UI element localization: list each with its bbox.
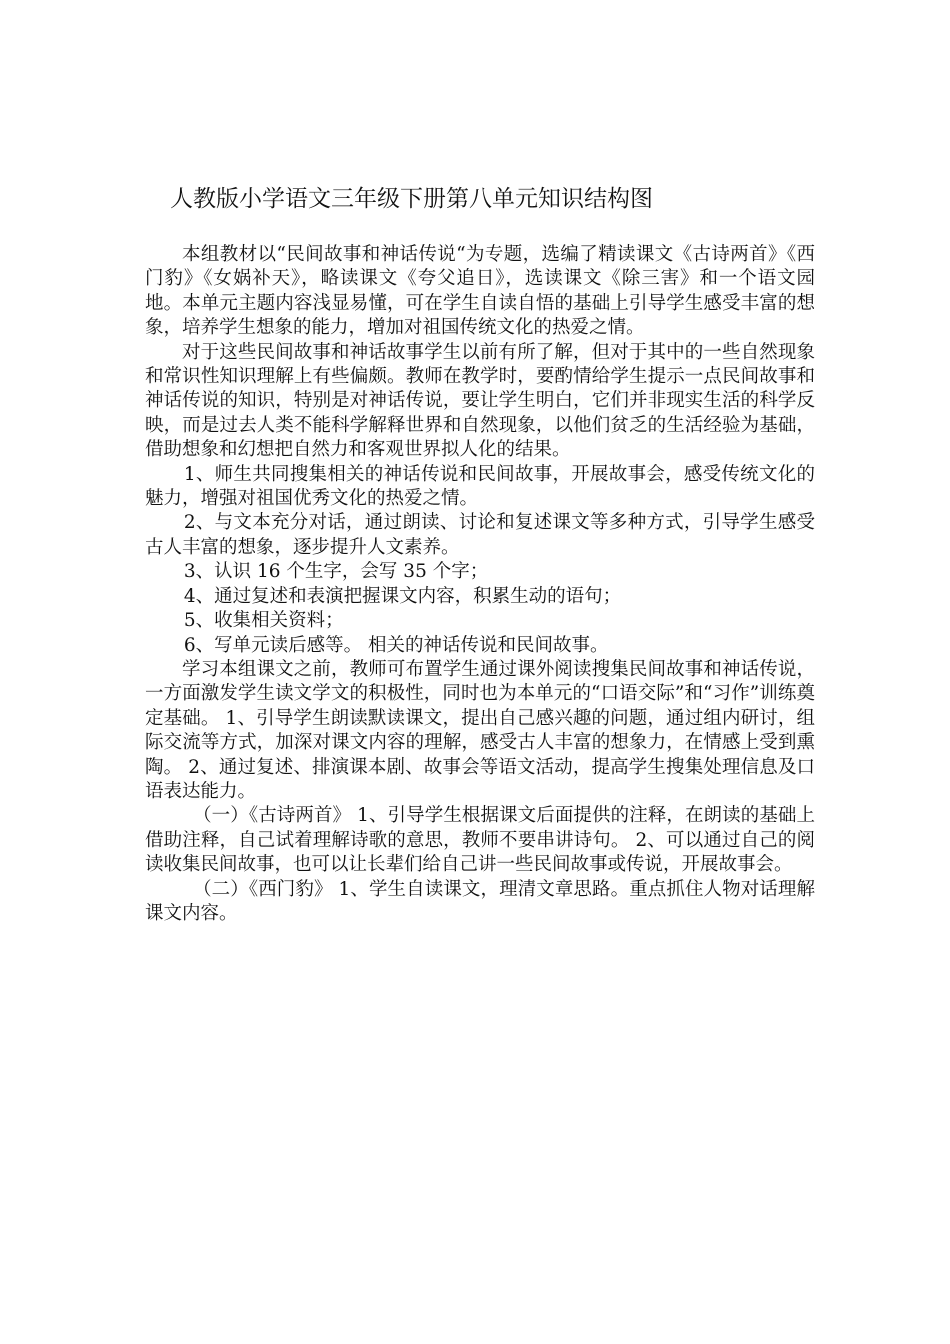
goal-item-6: 6、写单元读后感等。 相关的神话传说和民间故事。 [183, 634, 609, 656]
goal-item-4: 4、通过复述和表演把握课文内容，积累生动的语句； [183, 585, 622, 607]
goal-item-2: 2、与文本充分对话，通过朗读、讨论和复述课文等多种方式，引导学生感受古人丰富的想象，逐步提升人文素养。 [145, 512, 815, 558]
goal-item-5: 5、收集相关资料； [183, 610, 344, 632]
paragraph-teaching-note: 对于这些民间故事和神话故事学生以前有所了解，但对于其中的一些自然现象和常识性知识理解上有些偏颇。教师在教学时，要酌情给学生提示一点民间故事和神话传说的知识，特别是对神话传说，要让学生明白，它们并非现实生活的科学反映，而是过去人类不能科学解释世界和自然现象，以他们贫乏的生活经验为基础，借助想象和幻想把自然力和客观世界拟人化的结果。 [145, 341, 815, 461]
goal-item-1: 1、师生共同搜集相关的神话传说和民间故事，开展故事会，感受传统文化的魅力，增强对祖国优秀文化的热爱之情。 [145, 463, 815, 510]
document-title: 人教版小学语文三年级下册第八单元知识结构图 [170, 186, 653, 212]
paragraph-intro: 本组教材以“民间故事和神话传说“为专题，选编了精读课文《古诗两首》《西门豹》《女娲补天》，略读课文《夸父追日》，选读课文《除三害》和一个语文园地。本单元主题内容浅显易懂，可在学生自读自悟的基础上引导学生感受丰富的想象，培养学生想象的能力，增加对祖国传统文化的热爱之情。 [145, 244, 815, 339]
lesson-ximen-bao: （二）《西门豹》 1、学生自读课文，理清文章思路。重点抓住人物对话理解课文内容。 [145, 878, 815, 924]
document-body [145, 243, 815, 926]
lesson-ancient-poems: （一）《古诗两首》 1、引导学生根据课文后面提供的注释，在朗读的基础上借助注释，自己试着理解诗歌的意思，教师不要串讲诗句。 2、可以通过自己的阅读收集民间故事，也可以让长辈们给自己讲一些民间故事或传说，开展故事会。 [145, 805, 815, 876]
goal-item-3: 3、认识 16 个生字，会写 35 个字； [183, 561, 489, 583]
paragraph-preparation: 学习本组课文之前，教师可布置学生通过课外阅读搜集民间故事和神话传说，一方面激发学生读文学文的积极性，同时也为本单元的“口语交际”和“习作”训练奠定基础。 1、引导学生朗读默读课文，提出自己感兴趣的问题，通过组内研讨，组际交流等方式，加深对课文内容的理解，感受古人丰富的想象力，在情感上受到熏陶。 2、通过复述、排演课本剧、故事会等语文活动，提高学生搜集处理信息及口语表达能力。 [145, 658, 815, 802]
